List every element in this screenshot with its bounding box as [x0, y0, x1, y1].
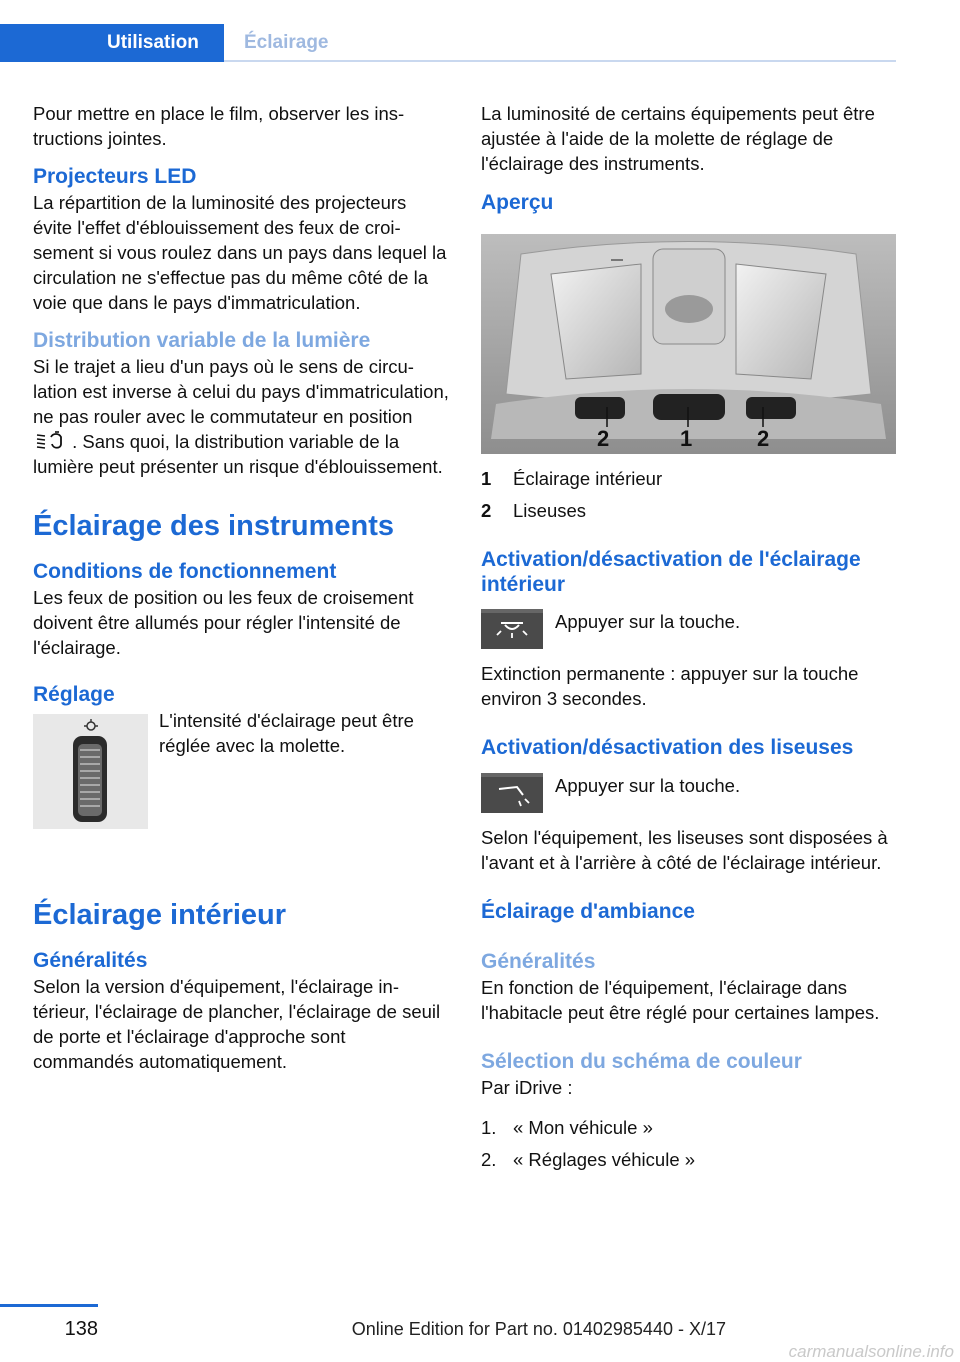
- overhead-console-photo: [481, 234, 896, 454]
- headlight-switch-icon: [33, 431, 67, 451]
- interior-general-heading: Généralités: [33, 949, 148, 972]
- list-item: [481, 1115, 897, 1140]
- header-rule: [224, 60, 896, 62]
- led-text: La répartition de la luminosité des projecteurs évite l'effet d'éblouissement des feux de croisement si vous roulez dans un pays dans lequel la circulation ne s'effectue pas du même côté de la voie que dans le pays d'immatriculation.: [33, 192, 447, 313]
- apercu-heading: Aperçu: [481, 191, 554, 214]
- photo-label-right: 2: [757, 426, 770, 451]
- reading-light-button-icon: [481, 773, 543, 813]
- legend-text: Éclairage intérieur: [513, 468, 663, 489]
- extinction-text: Extinction permanente : appuyer sur la touche environ 3 secondes.: [481, 663, 859, 709]
- photo-label-center: 1: [680, 426, 693, 451]
- legend-text: Liseuses: [513, 500, 587, 521]
- page-number: 138: [64, 1318, 98, 1340]
- legend-item: [481, 498, 897, 523]
- list-number: 1.: [481, 1117, 497, 1138]
- ambiance-heading: Éclairage d'ambiance: [481, 900, 695, 923]
- list-number: 2.: [481, 1149, 497, 1170]
- variable-heading: Distribution variable de la lumière: [33, 329, 371, 352]
- list-text: « Mon véhicule »: [513, 1117, 653, 1138]
- variable-text-before: Si le trajet a lieu d'un pays où le sens de circulation est inverse à celui du pays d'immatriculation, ne pas rouler avec le commutateur en position: [33, 356, 449, 427]
- color-scheme-text: Par iDrive :: [481, 1077, 573, 1098]
- legend-number: 1: [481, 468, 492, 489]
- reglage-text: L'intensité d'éclairage peut être réglée avec la molette.: [159, 710, 414, 756]
- reading-light-button-row: [481, 773, 897, 825]
- interior-heading: Éclairage intérieur: [33, 899, 287, 931]
- dimmer-wheel-figure: [33, 714, 148, 829]
- right-intro-text: La luminosité de certains équipements peut être ajustée à l'aide de la molette de réglage de l'éclairage des instruments.: [481, 103, 875, 174]
- legend-number: 2: [481, 500, 492, 521]
- variable-text: [33, 354, 449, 479]
- interior-light-button-row: [481, 609, 897, 661]
- left-column: [33, 101, 449, 1074]
- conditions-heading: Conditions de fonctionnement: [33, 560, 337, 583]
- section-tab: Utilisation: [0, 24, 224, 62]
- activation-reading-heading: Activation/désactivation des liseuses: [481, 736, 854, 759]
- subsection-tab: Éclairage: [244, 32, 329, 53]
- variable-text-after: . Sans quoi, la distribution variable de la lumière peut présenter un risque d'éblouissement.: [33, 431, 443, 477]
- ambiance-general-heading: Généralités: [481, 950, 596, 973]
- interior-press-text: Appuyer sur la touche.: [555, 611, 741, 632]
- edition-text: Online Edition for Part no. 01402985440 - X/17: [351, 1319, 726, 1339]
- conditions-text: Les feux de position ou les feux de croisement doivent être allumés pour régler l'intensité de l'éclairage.: [33, 587, 414, 658]
- photo-legend: [481, 466, 897, 523]
- right-column: [481, 101, 897, 1172]
- activation-interior-heading: Activation/désactivation de l'éclairage intérieur: [481, 548, 861, 596]
- footer-rule: [0, 1304, 98, 1307]
- watermark: carmanualsonline.info: [788, 1342, 954, 1361]
- reading-press-text: Appuyer sur la touche.: [555, 775, 741, 796]
- legend-item: [481, 466, 897, 491]
- interior-light-button-icon: [481, 609, 543, 649]
- reglage-heading: Réglage: [33, 683, 115, 706]
- steps-list: [481, 1115, 897, 1172]
- instruments-heading: Éclairage des instruments: [33, 510, 395, 542]
- reglage-figure-row: [33, 708, 449, 858]
- led-heading: Projecteurs LED: [33, 165, 197, 188]
- color-scheme-heading: Sélection du schéma de couleur: [481, 1050, 802, 1073]
- intro-text: Pour mettre en place le film, observer les instructions jointes.: [33, 103, 405, 149]
- reading-text: Selon l'équipement, les liseuses sont disposées à l'avant et à l'arrière à côté de l'éclairage intérieur.: [481, 827, 888, 873]
- list-text: « Réglages véhicule »: [513, 1149, 696, 1170]
- list-item: [481, 1147, 897, 1172]
- ambiance-general-text: En fonction de l'équipement, l'éclairage dans l'habitacle peut être réglé pour certaines lampes.: [481, 977, 880, 1023]
- interior-general-text: Selon la version d'équipement, l'éclairage intérieur, l'éclairage de plancher, l'éclairage de seuil de porte et l'éclairage d'approche sont commandés automatiquement.: [33, 976, 441, 1072]
- photo-label-left: 2: [597, 426, 610, 451]
